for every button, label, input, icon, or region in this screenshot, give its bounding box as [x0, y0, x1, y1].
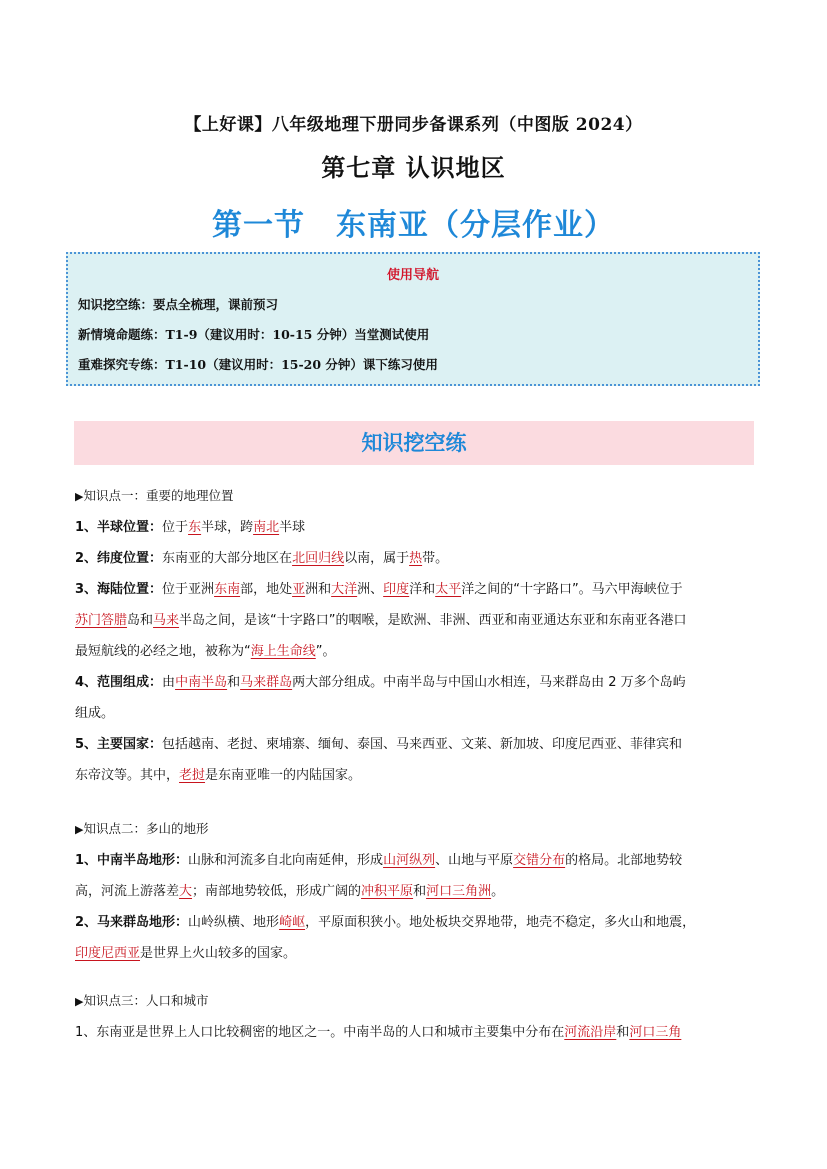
kp-heading: ▶知识点一：重要的地理位置: [75, 488, 234, 503]
answer-blank: 东南: [214, 582, 241, 597]
section-banner: 知识挖空练: [74, 421, 754, 465]
series-title: 【上好课】八年级地理下册同步备课系列（中图版 2024）: [184, 115, 643, 135]
answer-blank: 山河纵列: [383, 853, 436, 868]
answer-blank: 冲积平原: [361, 884, 414, 899]
kp-heading: ▶知识点三：人口和城市: [75, 993, 209, 1008]
kp1-item3: 3、海陆位置：位于亚洲东南部，地处亚洲和大洋洲、印度洋和太平洋之间的“十字路口”。马六甲海峡位于 苏门答腊岛和马来半岛之间，是该“十字路口”的咽喉，是欧洲、非洲、西亚和南亚通达东亚和东南亚各港口 最短航线的必经之地，被称为“海上生命线”。: [75, 582, 687, 659]
kp1-item4: 4、范围组成：由中南半岛和马来群岛两大部分组成。中南半岛与中国山水相连，马来群岛由 2 万多个岛屿 组成。: [75, 675, 686, 721]
kp1-item1: 1、半球位置：位于东半球，跨南北半球: [75, 520, 306, 535]
triangle-icon: ▶: [75, 995, 84, 1008]
kp2-item1: 1、中南半岛地形：山脉和河流多自北向南延伸，形成山河纵列、山地与平原交错分布的格局。北部地势较 高，河流上游落差大；南部地势较低，形成广阔的冲积平原和河口三角洲。: [75, 853, 683, 899]
kp-heading: ▶知识点二：多山的地形: [75, 821, 209, 836]
usage-guide-line: 新情境命题练：T1-9（建议用时：10-15 分钟）当堂测试使用: [78, 327, 430, 342]
triangle-icon: ▶: [75, 823, 84, 836]
answer-blank: 热: [409, 551, 423, 566]
answer-blank: 印度: [383, 582, 410, 597]
kp1-item5: 5、主要国家：包括越南、老挝、柬埔寨、缅甸、泰国、马来西亚、文莱、新加坡、印度尼西亚、菲律宾和 东帝汶等。其中，老挝是东南亚唯一的内陆国家。: [75, 737, 683, 783]
answer-blank: 海上生命线: [250, 644, 316, 659]
kp3-item1: 1、东南亚是世界上人口比较稠密的地区之一。中南半岛的人口和城市主要集中分布在河流沿岸和河口三角: [75, 1025, 682, 1040]
answer-blank: 太平: [435, 582, 462, 597]
answer-blank: 苏门答腊: [75, 613, 128, 628]
answer-blank: 北回归线: [292, 551, 345, 566]
answer-blank: 南北: [253, 520, 280, 535]
answer-blank: 交错分布: [513, 853, 566, 868]
usage-guide-line: 重难探究专练：T1-10（建议用时：15-20 分钟）课下练习使用: [78, 357, 438, 372]
answer-blank: 河流沿岸: [564, 1025, 617, 1040]
knowledge-point-3: [75, 985, 755, 1048]
chapter-title: 第七章 认识地区: [321, 154, 506, 182]
answer-blank: 马来群岛: [240, 675, 293, 690]
usage-guide-title: 使用导航: [386, 268, 439, 283]
knowledge-point-1: [75, 480, 755, 791]
answer-blank: 东: [188, 520, 202, 535]
knowledge-point-2: [75, 813, 755, 969]
answer-blank: 大洋: [331, 582, 358, 597]
answer-blank: 河口三角洲: [426, 884, 492, 899]
answer-blank: 河口三角: [629, 1025, 682, 1040]
answer-blank: 老挝: [179, 768, 206, 783]
answer-blank: 印度尼西亚: [75, 946, 141, 961]
usage-guide-line: 知识挖空练：要点全梳理，课前预习: [78, 297, 279, 312]
answer-blank: 崎岖: [279, 915, 306, 930]
kp1-item2: 2、纬度位置：东南亚的大部分地区在北回归线以南，属于热带。: [75, 551, 449, 566]
section-title: 第一节 东南亚（分层作业）: [212, 208, 615, 243]
answer-blank: 亚: [292, 582, 306, 597]
kp2-item2: 2、马来群岛地形：山岭纵横、地形崎岖，平原面积狭小。地处板块交界地带，地壳不稳定，多火山和地震， 印度尼西亚是世界上火山较多的国家。: [75, 915, 696, 961]
usage-guide-box: [66, 252, 760, 386]
answer-blank: 中南半岛: [175, 675, 228, 690]
triangle-icon: ▶: [75, 490, 84, 503]
answer-blank: 大: [179, 884, 193, 899]
answer-blank: 马来: [153, 613, 180, 628]
